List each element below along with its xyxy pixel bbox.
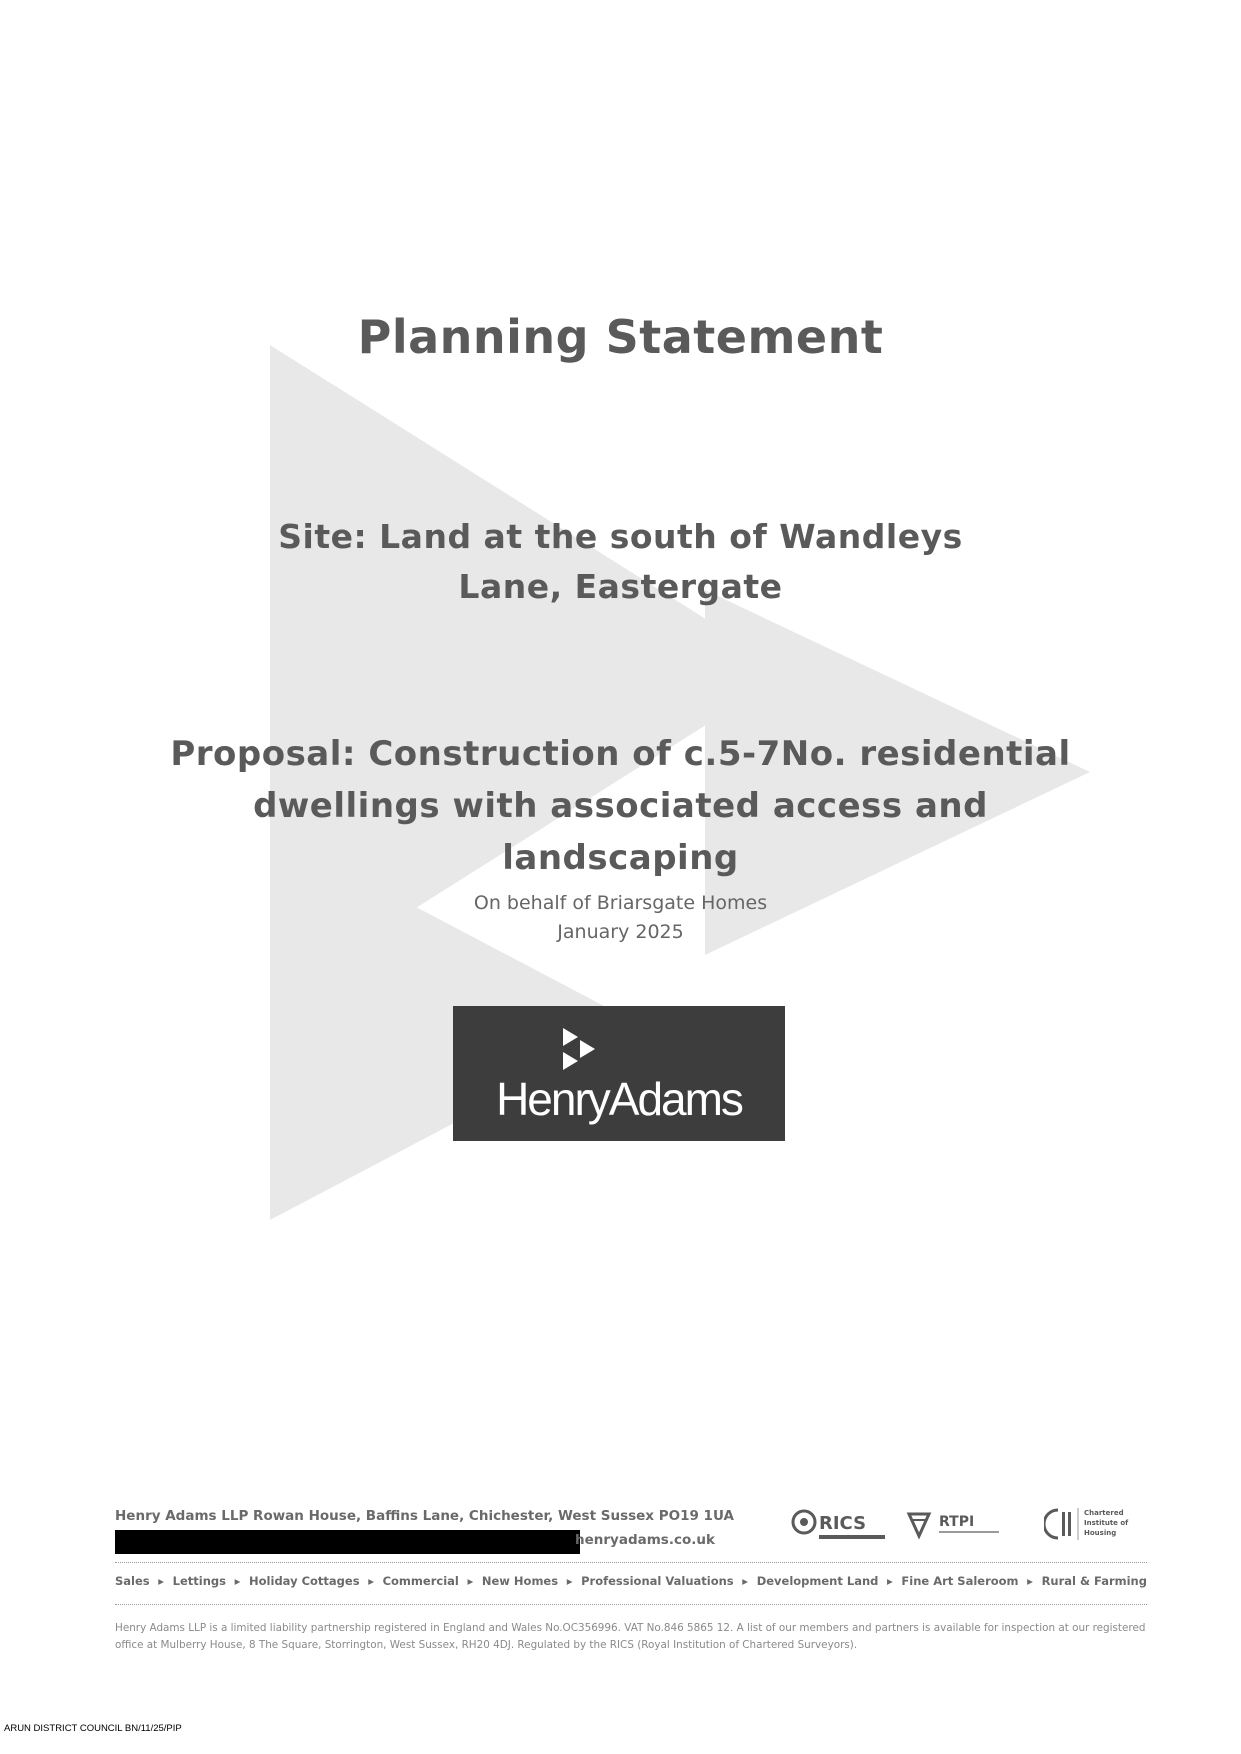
document-title: Planning Statement (357, 310, 884, 364)
service-separator-icon: ▸ (467, 1574, 474, 1588)
logo-arrows-icon (561, 1026, 611, 1072)
footer-divider-top (115, 1562, 1147, 1563)
council-reference-stamp: ARUN DISTRICT COUNCIL BN/11/25/PIP (4, 1723, 182, 1734)
service-development-land: Development Land (756, 1574, 879, 1588)
service-rural-farming: Rural & Farming (1041, 1574, 1147, 1588)
document-date: January 2025 (557, 921, 684, 943)
service-lettings: Lettings (172, 1574, 226, 1588)
service-separator-icon: ▸ (1027, 1574, 1033, 1588)
service-holiday-cottages: Holiday Cottages (249, 1574, 360, 1588)
cih-logo-icon (1044, 1504, 1144, 1544)
cih-label: Chartered Institute of Housing (1084, 1509, 1129, 1537)
service-separator-icon: ▸ (887, 1574, 893, 1588)
service-commercial: Commercial (382, 1574, 459, 1588)
rtpi-label: RTPI (939, 1514, 975, 1530)
service-fine-art-saleroom: Fine Art Saleroom (901, 1574, 1019, 1588)
service-professional-valuations: Professional Valuations (581, 1574, 734, 1588)
service-separator-icon: ▸ (158, 1574, 165, 1588)
rics-logo-icon (791, 1504, 891, 1544)
henry-adams-logo (453, 1006, 785, 1141)
footer-website: henryadams.co.uk (575, 1532, 715, 1548)
service-separator-icon: ▸ (742, 1574, 749, 1588)
redaction-block (115, 1530, 580, 1554)
rtpi-logo-icon (905, 1504, 1009, 1544)
site-description: Site: Land at the south of Wandleys Lane, Eastergate (278, 517, 963, 606)
service-sales: Sales (115, 1574, 150, 1588)
footer-address: Henry Adams LLP Rowan House, Baffins Lane, Chichester, West Sussex PO19 1UA (115, 1508, 734, 1524)
service-separator-icon: ▸ (566, 1574, 573, 1588)
rics-label: RICS (819, 1513, 867, 1534)
service-separator-icon: ▸ (234, 1574, 241, 1588)
logo-wordmark: HenryAdams (496, 1073, 742, 1125)
footer-divider-bottom (115, 1604, 1147, 1605)
services-list (115, 1574, 1147, 1588)
proposal-description: Proposal: Construction of c.5-7No. residential dwellings with associated access and landscaping (170, 734, 1071, 878)
service-separator-icon: ▸ (368, 1574, 374, 1588)
client-line: On behalf of Briarsgate Homes (473, 892, 768, 914)
service-new-homes: New Homes (481, 1574, 559, 1588)
legal-notice: Henry Adams LLP is a limited liability partnership registered in England and Wales No.OC356996. VAT No.846 5865 12. A list of our members and partners is available for inspection at our registered office at Mulberry House, 8 The Square, Storrington, West Sussex, RH20 4DJ. Regulated by the RICS (Royal Institution of Chartered Surveyors). (115, 1622, 1146, 1651)
